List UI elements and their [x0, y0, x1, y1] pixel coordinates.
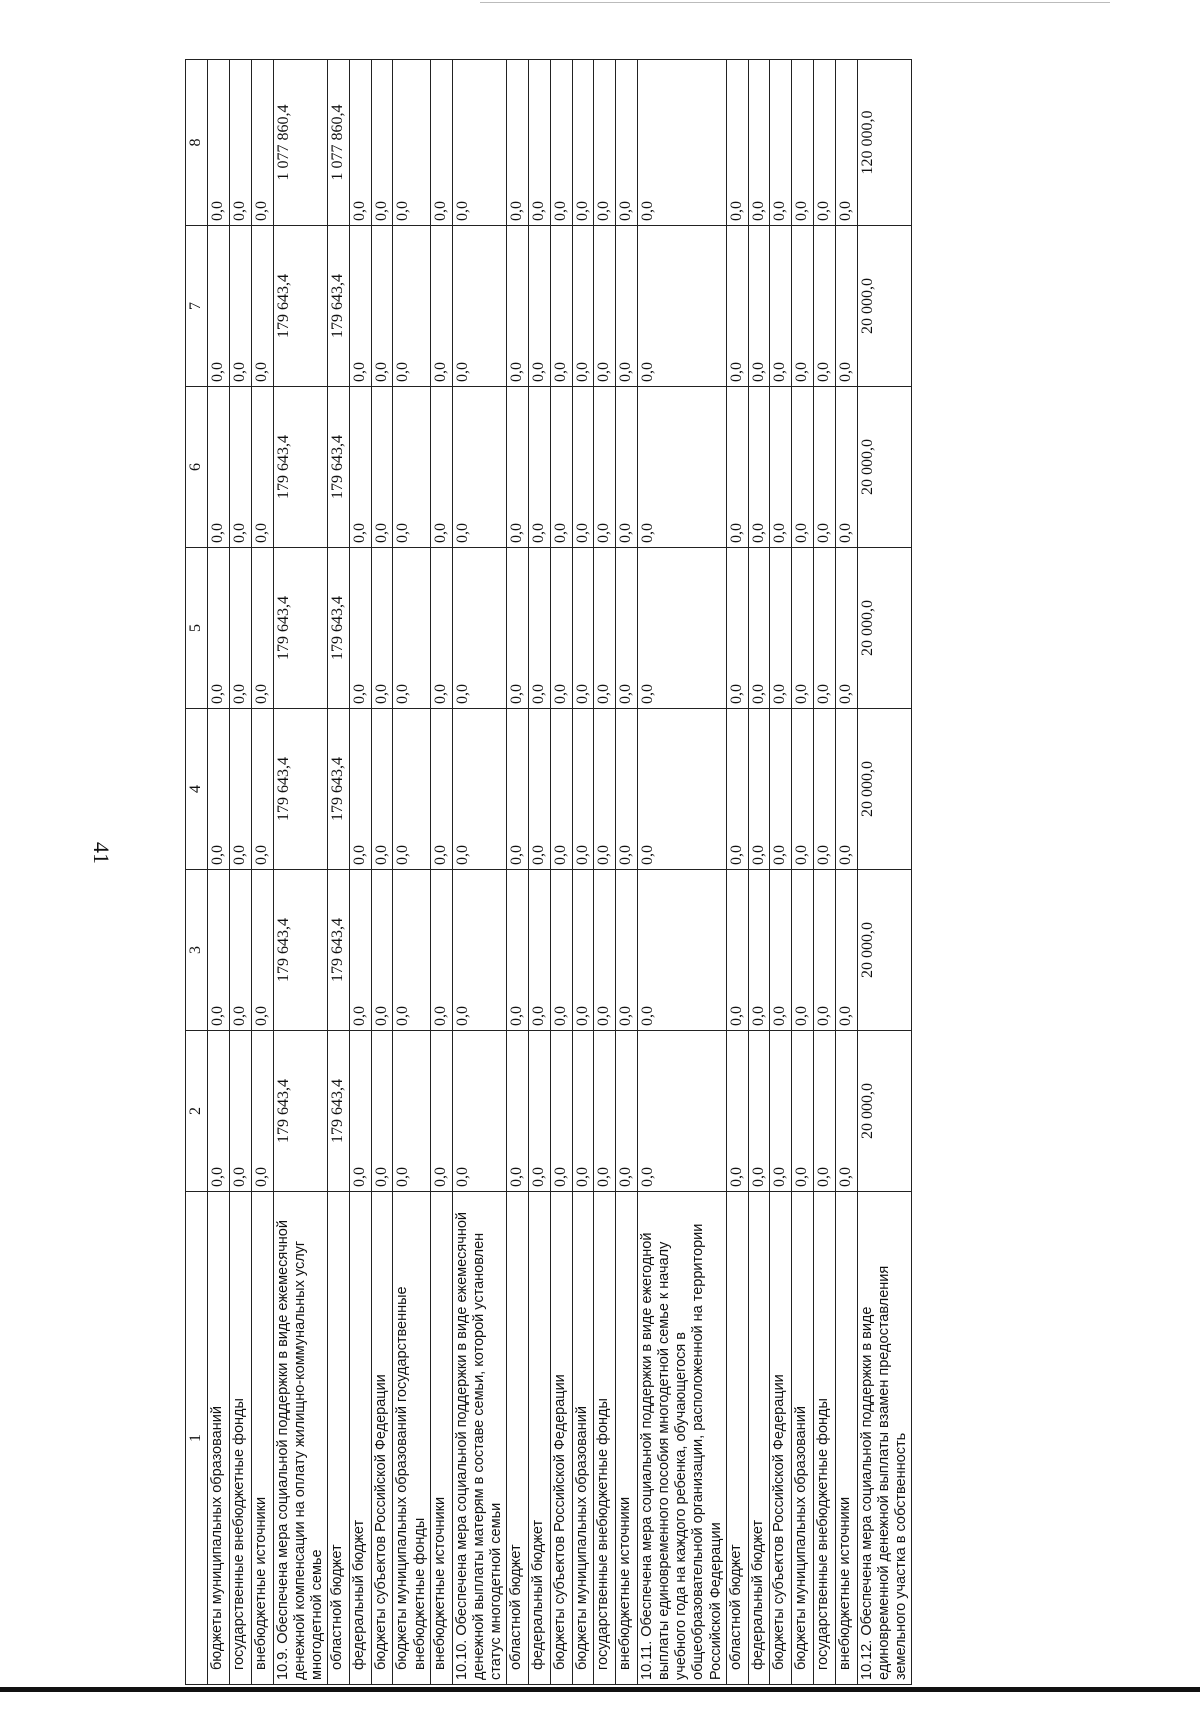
cell-value: 0,0 [506, 548, 528, 709]
cell-value: 0,0 [748, 1031, 770, 1192]
row-label: внебюджетные источники [251, 1192, 273, 1685]
cell-value: 0,0 [229, 709, 251, 870]
cell-value: 20 000,0 [857, 1031, 911, 1192]
cell-value: 0,0 [726, 870, 748, 1031]
table-row [792, 60, 814, 1685]
cell-value: 0,0 [349, 709, 371, 870]
cell-value: 0,0 [349, 60, 371, 226]
cell-value: 0,0 [506, 387, 528, 548]
cell-value: 0,0 [371, 870, 393, 1031]
cell-value: 0,0 [792, 870, 814, 1031]
cell-value: 0,0 [836, 60, 858, 226]
column-header-7: 7 [186, 226, 208, 387]
cell-value: 0,0 [430, 870, 452, 1031]
cell-value: 0,0 [638, 709, 727, 870]
cell-value: 0,0 [430, 226, 452, 387]
cell-value: 0,0 [528, 1031, 550, 1192]
cell-value: 0,0 [616, 1031, 638, 1192]
cell-value: 0,0 [207, 226, 229, 387]
cell-value: 0,0 [251, 870, 273, 1031]
cell-value: 179 643,4 [327, 870, 349, 1031]
cell-value: 0,0 [638, 870, 727, 1031]
cell-value: 0,0 [251, 709, 273, 870]
cell-value: 0,0 [616, 387, 638, 548]
column-header-2: 2 [186, 1031, 208, 1192]
row-label: государственные внебюджетные фонды [229, 1192, 251, 1685]
cell-value: 0,0 [371, 709, 393, 870]
cell-value: 0,0 [393, 709, 430, 870]
cell-value: 0,0 [836, 387, 858, 548]
cell-value: 0,0 [836, 226, 858, 387]
cell-value: 0,0 [594, 387, 616, 548]
cell-value: 0,0 [229, 1031, 251, 1192]
cell-value: 0,0 [572, 870, 594, 1031]
cell-value: 0,0 [770, 548, 792, 709]
cell-value: 0,0 [770, 709, 792, 870]
cell-value: 179 643,4 [273, 870, 327, 1031]
cell-value: 0,0 [393, 387, 430, 548]
table-row [327, 60, 349, 1685]
cell-value: 0,0 [452, 387, 506, 548]
row-label: внебюджетные источники [430, 1192, 452, 1685]
cell-value: 0,0 [229, 548, 251, 709]
row-label: внебюджетные источники [616, 1192, 638, 1685]
cell-value: 0,0 [229, 60, 251, 226]
cell-value: 0,0 [792, 226, 814, 387]
cell-value: 0,0 [371, 226, 393, 387]
cell-value: 0,0 [748, 60, 770, 226]
cell-value: 0,0 [770, 387, 792, 548]
cell-value: 0,0 [836, 548, 858, 709]
cell-value: 0,0 [550, 709, 572, 870]
cell-value: 0,0 [251, 548, 273, 709]
cell-value: 0,0 [814, 60, 836, 226]
table-body [207, 60, 911, 1685]
table-row [371, 60, 393, 1685]
row-label: бюджеты муниципальных образований [207, 1192, 229, 1685]
row-label: областной бюджет [327, 1192, 349, 1685]
cell-value: 0,0 [506, 709, 528, 870]
row-label: бюджеты субъектов Российской Федерации [371, 1192, 393, 1685]
cell-value: 0,0 [251, 1031, 273, 1192]
row-label: 10.11. Обеспечена мера социальной поддержки в виде ежегодной выплаты единовременного пособия многодетной семье к началу учебного года на каждого ребенка, обучающегося в общеобразовательной организации, расположенной на территории Российской Федерации [638, 1192, 727, 1685]
cell-value: 0,0 [594, 870, 616, 1031]
cell-value: 0,0 [792, 60, 814, 226]
cell-value: 20 000,0 [857, 226, 911, 387]
cell-value: 0,0 [550, 1031, 572, 1192]
scan-top-line [480, 2, 1110, 3]
cell-value: 0,0 [528, 709, 550, 870]
table-row [836, 60, 858, 1685]
cell-value: 0,0 [393, 870, 430, 1031]
cell-value: 0,0 [616, 709, 638, 870]
table-row [814, 60, 836, 1685]
cell-value: 0,0 [506, 870, 528, 1031]
column-header-4: 4 [186, 709, 208, 870]
cell-value: 0,0 [770, 226, 792, 387]
cell-value: 1 077 860,4 [327, 60, 349, 226]
cell-value: 0,0 [349, 226, 371, 387]
cell-value: 0,0 [528, 60, 550, 226]
row-label: федеральный бюджет [748, 1192, 770, 1685]
column-header-8: 8 [186, 60, 208, 226]
cell-value: 0,0 [638, 226, 727, 387]
cell-value: 0,0 [594, 60, 616, 226]
cell-value: 0,0 [349, 548, 371, 709]
cell-value: 0,0 [572, 709, 594, 870]
cell-value: 0,0 [207, 548, 229, 709]
row-label: 10.10. Обеспечена мера социальной поддержки в виде ежемесячной денежной выплаты матерям в составе семьи, которой установлен статус многодетной семьи [452, 1192, 506, 1685]
cell-value: 0,0 [550, 870, 572, 1031]
cell-value: 179 643,4 [273, 387, 327, 548]
cell-value: 0,0 [251, 387, 273, 548]
cell-value: 0,0 [792, 548, 814, 709]
column-header-1: 1 [186, 1192, 208, 1685]
cell-value: 179 643,4 [273, 709, 327, 870]
table-row [616, 60, 638, 1685]
cell-value: 0,0 [207, 1031, 229, 1192]
table-row [452, 60, 506, 1685]
cell-value: 0,0 [572, 226, 594, 387]
cell-value: 0,0 [792, 709, 814, 870]
cell-value: 0,0 [638, 387, 727, 548]
cell-value: 0,0 [229, 387, 251, 548]
table-row [251, 60, 273, 1685]
cell-value: 0,0 [616, 60, 638, 226]
cell-value: 0,0 [792, 387, 814, 548]
cell-value: 0,0 [572, 387, 594, 548]
cell-value: 0,0 [814, 387, 836, 548]
cell-value: 0,0 [550, 60, 572, 226]
row-label: бюджеты субъектов Российской Федерации [550, 1192, 572, 1685]
column-header-5: 5 [186, 548, 208, 709]
cell-value: 0,0 [814, 548, 836, 709]
table-row [572, 60, 594, 1685]
cell-value: 0,0 [572, 1031, 594, 1192]
cell-value: 0,0 [770, 60, 792, 226]
table-row [229, 60, 251, 1685]
cell-value: 0,0 [550, 387, 572, 548]
row-label: бюджеты муниципальных образований государственные внебюджетные фонды [393, 1192, 430, 1685]
cell-value: 0,0 [349, 870, 371, 1031]
cell-value: 0,0 [814, 870, 836, 1031]
cell-value: 179 643,4 [273, 1031, 327, 1192]
cell-value: 0,0 [616, 548, 638, 709]
cell-value: 179 643,4 [327, 1031, 349, 1192]
cell-value: 0,0 [594, 548, 616, 709]
row-label: 10.12. Обеспечена мера социальной поддержки в виде единовременной денежной выплаты взамен предоставления земельного участка в собственность [857, 1192, 911, 1685]
cell-value: 0,0 [594, 1031, 616, 1192]
cell-value: 120 000,0 [857, 60, 911, 226]
column-header-6: 6 [186, 387, 208, 548]
cell-value: 179 643,4 [327, 548, 349, 709]
cell-value: 0,0 [452, 548, 506, 709]
table-row [857, 60, 911, 1685]
cell-value: 0,0 [726, 226, 748, 387]
cell-value: 0,0 [371, 1031, 393, 1192]
cell-value: 179 643,4 [327, 709, 349, 870]
row-label: федеральный бюджет [528, 1192, 550, 1685]
cell-value: 0,0 [814, 709, 836, 870]
cell-value: 0,0 [207, 387, 229, 548]
cell-value: 0,0 [528, 387, 550, 548]
cell-value: 0,0 [638, 548, 727, 709]
cell-value: 0,0 [616, 870, 638, 1031]
table-row [349, 60, 371, 1685]
table-row [594, 60, 616, 1685]
cell-value: 0,0 [371, 387, 393, 548]
cell-value: 0,0 [430, 709, 452, 870]
column-header-3: 3 [186, 870, 208, 1031]
table-row [506, 60, 528, 1685]
cell-value: 0,0 [393, 548, 430, 709]
cell-value: 0,0 [594, 709, 616, 870]
rotated-table-container [185, 60, 1135, 1685]
cell-value: 0,0 [726, 548, 748, 709]
cell-value: 0,0 [207, 870, 229, 1031]
cell-value: 0,0 [452, 1031, 506, 1192]
cell-value: 0,0 [616, 226, 638, 387]
cell-value: 0,0 [748, 709, 770, 870]
cell-value: 0,0 [550, 548, 572, 709]
cell-value: 0,0 [770, 1031, 792, 1192]
cell-value: 179 643,4 [273, 548, 327, 709]
page-number: 41 [89, 842, 114, 864]
cell-value: 0,0 [726, 387, 748, 548]
cell-value: 0,0 [814, 226, 836, 387]
cell-value: 0,0 [371, 548, 393, 709]
cell-value: 0,0 [594, 226, 616, 387]
cell-value: 0,0 [792, 1031, 814, 1192]
cell-value: 179 643,4 [327, 387, 349, 548]
budget-table [185, 59, 912, 1685]
cell-value: 20 000,0 [857, 709, 911, 870]
table-row [528, 60, 550, 1685]
cell-value: 0,0 [726, 60, 748, 226]
row-label: внебюджетные источники [836, 1192, 858, 1685]
cell-value: 1 077 860,4 [273, 60, 327, 226]
row-label: бюджеты субъектов Российской Федерации [770, 1192, 792, 1685]
cell-value: 0,0 [726, 1031, 748, 1192]
cell-value: 0,0 [748, 387, 770, 548]
cell-value: 0,0 [748, 548, 770, 709]
cell-value: 0,0 [726, 709, 748, 870]
table-row [550, 60, 572, 1685]
cell-value: 0,0 [506, 60, 528, 226]
scan-bottom-edge [0, 1687, 1200, 1692]
cell-value: 0,0 [251, 226, 273, 387]
row-label: бюджеты муниципальных образований [572, 1192, 594, 1685]
table-row [393, 60, 430, 1685]
cell-value: 0,0 [638, 1031, 727, 1192]
table-row [273, 60, 327, 1685]
cell-value: 0,0 [251, 60, 273, 226]
cell-value: 0,0 [452, 226, 506, 387]
table-row [748, 60, 770, 1685]
cell-value: 0,0 [207, 60, 229, 226]
cell-value: 20 000,0 [857, 870, 911, 1031]
cell-value: 0,0 [528, 226, 550, 387]
cell-value: 0,0 [229, 870, 251, 1031]
cell-value: 0,0 [506, 1031, 528, 1192]
row-label: государственные внебюджетные фонды [594, 1192, 616, 1685]
row-label: федеральный бюджет [349, 1192, 371, 1685]
cell-value: 0,0 [229, 226, 251, 387]
cell-value: 0,0 [528, 548, 550, 709]
cell-value: 0,0 [430, 1031, 452, 1192]
row-label: областной бюджет [506, 1192, 528, 1685]
cell-value: 0,0 [393, 60, 430, 226]
cell-value: 179 643,4 [327, 226, 349, 387]
cell-value: 20 000,0 [857, 387, 911, 548]
table-row [726, 60, 748, 1685]
cell-value: 0,0 [506, 226, 528, 387]
cell-value: 0,0 [836, 870, 858, 1031]
cell-value: 0,0 [430, 548, 452, 709]
cell-value: 0,0 [452, 709, 506, 870]
cell-value: 0,0 [836, 1031, 858, 1192]
cell-value: 0,0 [836, 709, 858, 870]
cell-value: 0,0 [349, 387, 371, 548]
cell-value: 0,0 [430, 387, 452, 548]
cell-value: 0,0 [814, 1031, 836, 1192]
table-header-row [186, 60, 208, 1685]
cell-value: 179 643,4 [273, 226, 327, 387]
table-row [430, 60, 452, 1685]
cell-value: 0,0 [349, 1031, 371, 1192]
row-label: государственные внебюджетные фонды [814, 1192, 836, 1685]
cell-value: 20 000,0 [857, 548, 911, 709]
cell-value: 0,0 [572, 548, 594, 709]
cell-value: 0,0 [748, 870, 770, 1031]
cell-value: 0,0 [572, 60, 594, 226]
cell-value: 0,0 [452, 870, 506, 1031]
row-label: бюджеты муниципальных образований [792, 1192, 814, 1685]
cell-value: 0,0 [748, 226, 770, 387]
cell-value: 0,0 [550, 226, 572, 387]
row-label: 10.9. Обеспечена мера социальной поддержки в виде ежемесячной денежной компенсации на оплату жилищно-коммунальных услуг многодетной семье [273, 1192, 327, 1685]
cell-value: 0,0 [393, 1031, 430, 1192]
table-row [638, 60, 727, 1685]
cell-value: 0,0 [528, 870, 550, 1031]
cell-value: 0,0 [770, 870, 792, 1031]
cell-value: 0,0 [371, 60, 393, 226]
cell-value: 0,0 [452, 60, 506, 226]
cell-value: 0,0 [430, 60, 452, 226]
cell-value: 0,0 [638, 60, 727, 226]
row-label: областной бюджет [726, 1192, 748, 1685]
table-row [207, 60, 229, 1685]
cell-value: 0,0 [207, 709, 229, 870]
table-row [770, 60, 792, 1685]
cell-value: 0,0 [393, 226, 430, 387]
